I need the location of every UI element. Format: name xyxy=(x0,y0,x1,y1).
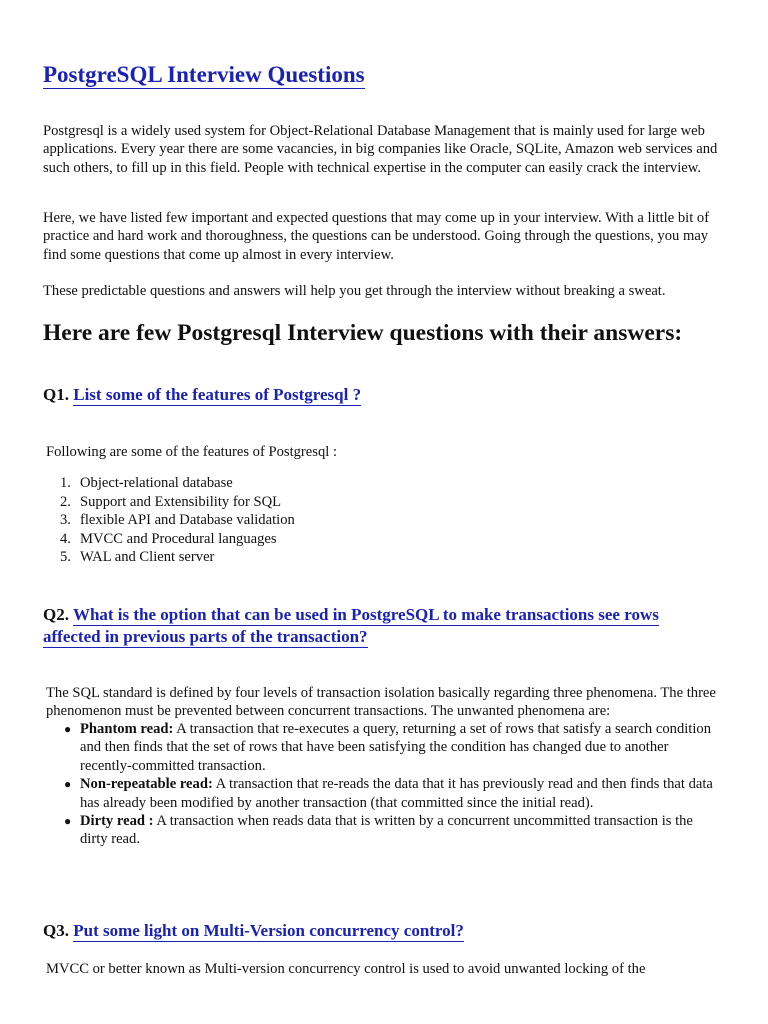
list-item: 3. flexible API and Database validation xyxy=(60,512,295,529)
intro-paragraph-3: These predictable questions and answers will help you get through the interview without breaking a sweat. xyxy=(43,283,666,299)
list-item: 5. WAL and Client server xyxy=(60,549,215,566)
list-item: 1. Object-relational database xyxy=(60,475,233,491)
question-3-heading xyxy=(43,920,723,942)
question-3-answer-intro: MVCC or better known as Multi-version concurrency control is used to avoid unwanted locking of the xyxy=(46,961,646,977)
phenomena-list xyxy=(43,720,723,849)
list-item: 2. Support and Extensibility for SQL xyxy=(60,493,282,510)
page-title xyxy=(43,60,365,90)
list-item: ● Phantom read: A transaction that re-executes a query, returning a set of rows that satisfy a search condition and then finds that the set of rows that have been satisfying the condition has changed due to another recently-committed transaction. xyxy=(64,721,711,774)
intro-paragraph-2: Here, we have listed few important and expected questions that may come up in your interview. With a little bit of practice and hard work and thoroughness, the questions can be understood. Going through the questions, you may find some questions that come up almost in every interview. xyxy=(43,210,710,263)
question-2-link[interactable]: What is the option that can be used in PostgreSQL to make transactions see rows affected in previous parts of the transaction? xyxy=(43,605,659,646)
bullet-dot-icon: ● xyxy=(64,777,72,792)
question-2-answer-intro: The SQL standard is defined by four levels of transaction isolation basically regarding three phenomena. The three phenomenon must be prevented between concurrent transactions. The unwanted phenomena are: xyxy=(46,685,716,720)
question-3-link[interactable]: Put some light on Multi-Version concurrency control? xyxy=(73,921,464,940)
bullet-dot-icon: ● xyxy=(64,722,72,736)
question-1-answer-intro: Following are some of the features of Postgresql : xyxy=(46,444,338,460)
list-item: ● Non-repeatable read: A transaction that re-reads the data that it has previously read and then finds that data has already been modified by another transaction (that committed since the initial read). xyxy=(64,776,713,811)
intro-paragraph-1: Postgresql is a widely used system for Object-Relational Database Management that is mainly used for large web applications. Every year there are some vacancies, in big companies like Oracle, SQLite, Amazon web services and such others, to fill up in this field. People with technical expertise in the computer can easily crack the interview. xyxy=(43,123,718,176)
question-2-number: Q2. xyxy=(43,605,69,624)
list-item: 4. MVCC and Procedural languages xyxy=(60,530,277,547)
question-1-heading xyxy=(43,384,723,406)
question-1-number: Q1. xyxy=(43,385,69,404)
question-1-link[interactable]: List some of the features of Postgresql ? xyxy=(73,385,362,404)
bullet-dot-icon: ● xyxy=(64,814,72,829)
question-3-number: Q3. xyxy=(43,921,69,940)
question-2-heading xyxy=(43,604,703,648)
list-item: ● Dirty read : A transaction when reads data that is written by a concurrent uncommitted transaction is the dirty read. xyxy=(64,813,693,848)
section-heading: Here are few Postgresql Interview questions with their answers: xyxy=(43,320,683,346)
page-title-link[interactable]: PostgreSQL Interview Questions xyxy=(43,62,365,87)
features-list xyxy=(43,474,295,567)
